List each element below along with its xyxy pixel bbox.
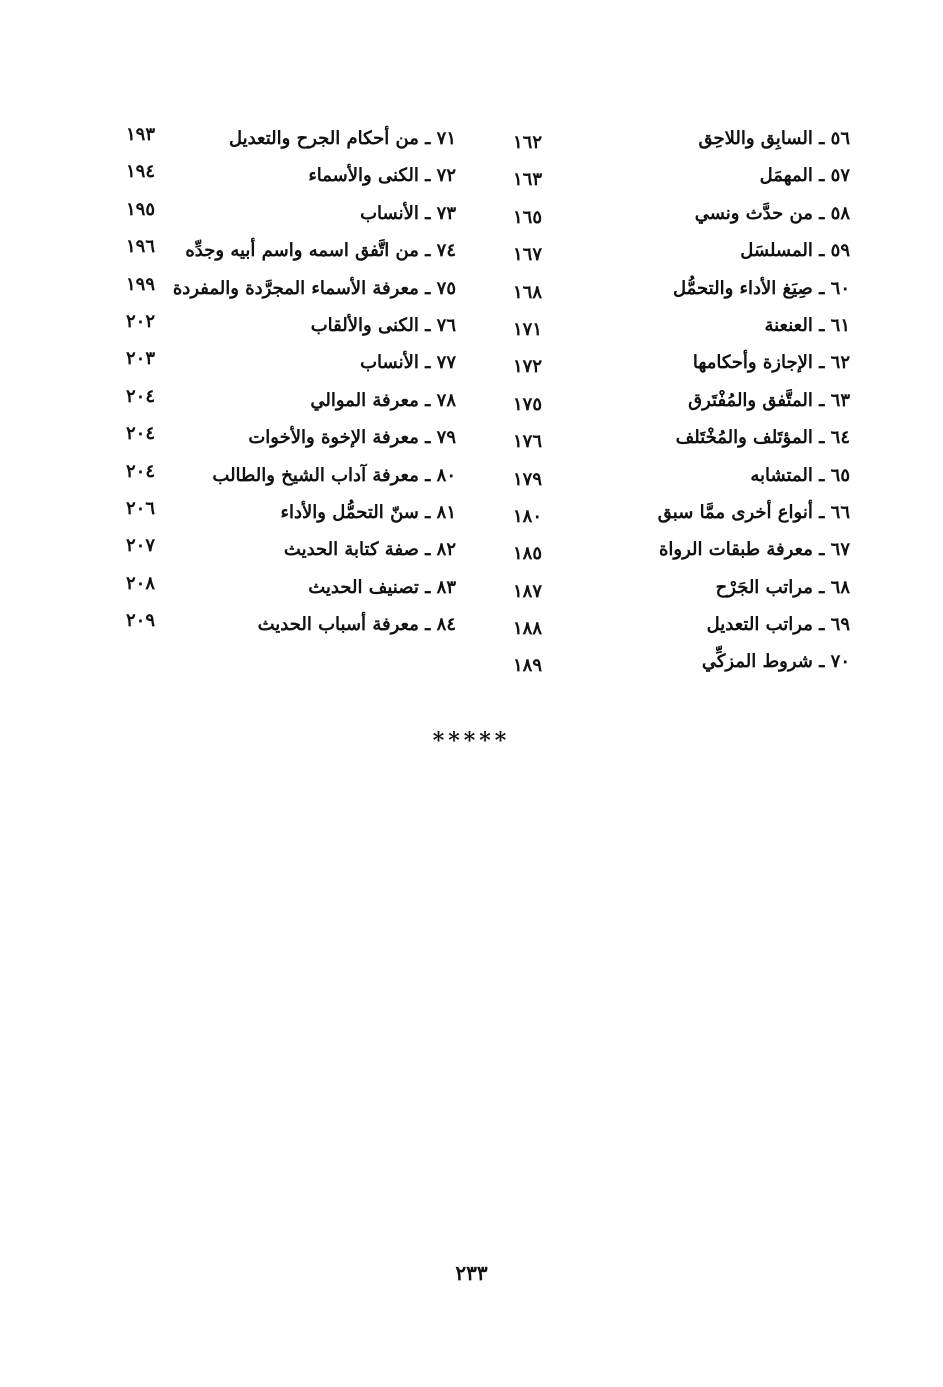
entry-page-number: ١٨٩ <box>513 655 543 677</box>
entry-page-number: ١٧٦ <box>513 431 543 453</box>
toc-entry <box>118 608 468 645</box>
entry-title: ٦٥ ـ المتشابه <box>750 464 850 486</box>
entry-page-number: ١٩٤ <box>126 161 156 183</box>
toc-entry <box>505 496 850 533</box>
entry-page-number: ١٨٨ <box>513 618 543 640</box>
toc-entry <box>118 346 468 383</box>
entry-page-number: ٢٠٤ <box>126 385 156 407</box>
entry-page-number: ٢٠٢ <box>126 310 156 332</box>
entry-title: ٦٢ ـ الإجازة وأحكامها <box>692 352 850 374</box>
entry-title: ٧٢ ـ الكنى والأسماء <box>308 165 456 187</box>
toc-entry <box>505 608 850 645</box>
toc-entry <box>505 346 850 383</box>
toc-entry <box>505 272 850 309</box>
toc-entry <box>505 159 850 196</box>
toc-entry <box>505 122 850 159</box>
entry-title: ٦٨ ـ مراتب الجَرْح <box>715 576 850 598</box>
entry-title: ٥٧ ـ المهمَل <box>759 165 850 187</box>
entry-title: ٨٣ ـ تصنيف الحديث <box>308 576 456 598</box>
toc-entry <box>118 272 468 309</box>
entry-title: ٧٨ ـ معرفة الموالي <box>310 389 456 411</box>
entry-title: ٦٦ ـ أنواع أخرى ممَّا سبق <box>657 501 850 523</box>
entry-page-number: ١٦٢ <box>513 132 543 153</box>
entry-page-number: ٢٠٦ <box>126 497 156 519</box>
page-number: ٢٣٣ <box>455 1261 488 1285</box>
entry-title: ٧١ ـ من أحكام الجرح والتعديل <box>228 128 456 149</box>
toc-entry <box>118 309 468 346</box>
toc-entry <box>118 421 468 458</box>
toc-entry <box>118 384 468 421</box>
entry-title: ٨٠ ـ معرفة آداب الشيخ والطالب <box>212 464 456 486</box>
entry-title: ٧٩ ـ معرفة الإخوة والأخوات <box>248 427 456 449</box>
entry-page-number: ١٩٣ <box>126 124 156 145</box>
entry-page-number: ١٦٨ <box>513 281 543 303</box>
toc-entry <box>118 197 468 234</box>
entry-page-number: ٢٠٧ <box>126 535 156 557</box>
toc-entry <box>505 197 850 234</box>
entry-page-number: ١٨٧ <box>513 580 543 602</box>
entry-title: ٦١ ـ العنعنة <box>764 314 850 336</box>
entry-page-number: ١٦٣ <box>513 169 543 191</box>
entry-page-number: ٢٠٤ <box>126 423 156 445</box>
entry-page-number: ١٩٥ <box>126 198 156 220</box>
toc-entry <box>505 459 850 496</box>
entry-title: ٨٤ ـ معرفة أسباب الحديث <box>257 614 456 636</box>
entry-page-number: ٢٠٨ <box>126 572 156 594</box>
toc-entry <box>505 533 850 570</box>
toc-entry <box>505 234 850 271</box>
toc-entry <box>118 159 468 196</box>
entry-title: ٨١ ـ سنّ التحمُّل والأداء <box>280 501 456 523</box>
entry-title: ٧٣ ـ الأنساب <box>360 202 456 224</box>
toc-entry <box>505 384 850 421</box>
entry-title: ٧٦ ـ الكنى والألقاب <box>310 314 456 336</box>
toc-entry <box>505 645 850 682</box>
entry-title: ٥٩ ـ المسلسَل <box>740 240 850 262</box>
toc-entry <box>118 496 468 533</box>
entry-title: ٦٧ ـ معرفة طبقات الرواة <box>658 539 850 561</box>
entry-page-number: ٢٠٤ <box>126 460 156 482</box>
toc-entry <box>118 571 468 608</box>
entry-page-number: ١٩٩ <box>126 273 156 295</box>
entry-page-number: ١٦٥ <box>513 206 543 228</box>
toc-column-right <box>505 122 850 683</box>
toc-entry <box>505 421 850 458</box>
entry-title: ٧٠ ـ شروط المزكِّي <box>701 651 850 673</box>
entry-title: ٧٤ ـ من اتَّفق اسمه واسم أبيه وجدِّه <box>185 240 456 262</box>
toc-entry <box>118 234 468 271</box>
entry-page-number: ١٨٠ <box>513 505 543 527</box>
entry-title: ٦٠ ـ صِيَغ الأداء والتحمُّل <box>673 277 850 299</box>
entry-title: ٦٤ ـ المؤتَلف والمُخْتَلف <box>675 427 850 449</box>
entry-title: ٦٩ ـ مراتب التعديل <box>706 614 850 636</box>
entry-page-number: ١٧١ <box>513 318 543 340</box>
toc-column-left <box>118 122 468 645</box>
entry-page-number: ١٧٥ <box>513 393 543 415</box>
entry-title: ٦٣ ـ المتَّفق والمُفْتَرق <box>688 389 850 411</box>
toc-entry <box>118 459 468 496</box>
entry-page-number: ٢٠٩ <box>126 610 156 632</box>
entry-page-number: ٢٠٣ <box>126 348 156 370</box>
toc-entry <box>118 533 468 570</box>
entry-page-number: ١٩٦ <box>126 236 156 258</box>
entry-title: ٨٢ ـ صفة كتابة الحديث <box>283 539 456 561</box>
section-separator: ***** <box>432 728 511 754</box>
toc-entry <box>505 571 850 608</box>
entry-title: ٧٥ ـ معرفة الأسماء المجرَّدة والمفردة <box>172 277 456 299</box>
toc-entry <box>118 122 468 159</box>
entry-page-number: ١٧٢ <box>513 356 543 378</box>
entry-title: ٧٧ ـ الأنساب <box>360 352 456 374</box>
entry-page-number: ١٦٧ <box>513 244 543 266</box>
entry-title: ٥٨ ـ من حدَّث ونسي <box>694 202 850 224</box>
entry-title: ٥٦ ـ السابِق واللاحِق <box>698 128 850 149</box>
entry-page-number: ١٨٥ <box>513 543 543 565</box>
entry-page-number: ١٧٩ <box>513 468 543 490</box>
toc-entry <box>505 309 850 346</box>
